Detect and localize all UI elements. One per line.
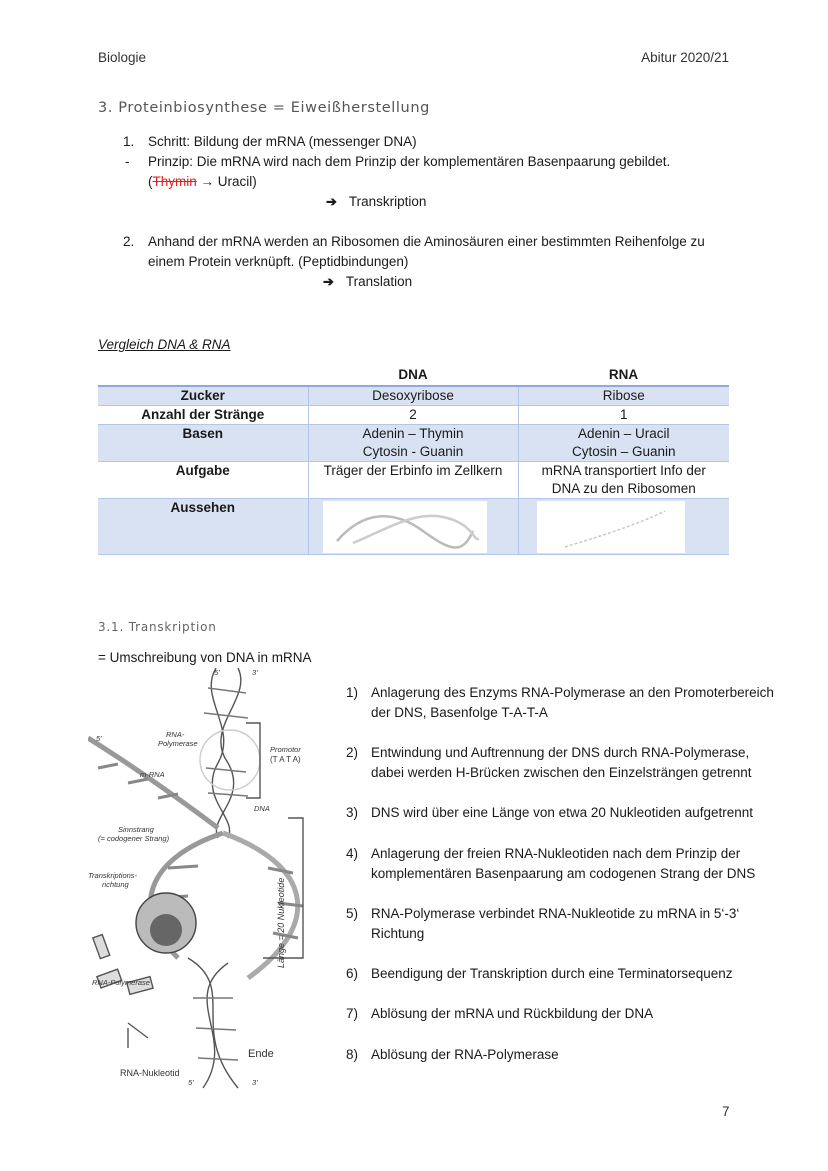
- table-row-aufgabe: [98, 462, 729, 499]
- dna-cell: Träger der Erbinfo im Zellkern: [308, 462, 518, 499]
- step-text-line: dabei werden H-Brücken zwischen den Einzelsträngen getrennt: [371, 765, 752, 780]
- diagram-label-sinnstrang: Sinnstrang: [118, 825, 154, 834]
- rna-base-pair-1: Adenin – Uracil: [577, 426, 670, 441]
- double-helix-image: [323, 501, 487, 553]
- step-text-line: Ablösung der RNA-Polymerase: [371, 1047, 559, 1062]
- diagram-label-ende: Ende: [248, 1048, 274, 1060]
- diagram-label-3prime-top: 3': [252, 668, 258, 677]
- step-number: 6): [346, 966, 359, 981]
- diagram-label-codogen: (= codogener Strang): [98, 834, 170, 843]
- table-row-basen: [98, 425, 729, 462]
- arrow-right-icon: ➔: [326, 194, 337, 209]
- diagram-label-rna-polymerase-bottom: RNA-Polymerase: [92, 978, 150, 987]
- diagram-label-rna-nukleotid: RNA-Nukleotid: [120, 1068, 180, 1078]
- step-text-line: Anlagerung der freien RNA-Nukleotiden nach dem Prinzip der: [371, 846, 741, 861]
- subsection-title: 3.1. Transkription: [98, 620, 217, 634]
- row-label: Aussehen: [98, 499, 308, 555]
- comparison-table: [98, 366, 729, 555]
- step-number: 5): [346, 906, 359, 921]
- header-subject: Biologie: [98, 50, 147, 65]
- step-text-line: Richtung: [371, 926, 425, 941]
- diagram-label-3prime-bottom: 3': [252, 1078, 258, 1087]
- arrow-right-icon: ➔: [323, 274, 334, 289]
- diagram-label-rna-polymerase-top: RNA-: [166, 730, 185, 739]
- step-text-line: Entwindung und Auftrennung der DNS durch RNA-Polymerase,: [371, 745, 750, 760]
- row-label: Basen: [98, 425, 308, 462]
- section-title: 3. Proteinbiosynthese = Eiweißherstellung: [98, 100, 430, 116]
- diagram-label-polymerase-top: Polymerase: [158, 739, 198, 748]
- transkription-definition: = Umschreibung von DNA in mRNA: [98, 650, 312, 665]
- row-label: Aufgabe: [98, 462, 308, 499]
- step-text-line: Anlagerung des Enzyms RNA-Polymerase an den Promoterbereich: [371, 685, 774, 700]
- rna-task-line-1: mRNA transportiert Info der: [541, 463, 706, 478]
- diagram-label-5prime-top: 5': [214, 668, 220, 677]
- dna-cell: [308, 425, 518, 462]
- step-number: 1): [346, 685, 359, 700]
- single-strand-image: [537, 501, 685, 553]
- principle-text: Prinzip: Die mRNA wird nach dem Prinzip der komplementären Basenpaarung gebildet.: [148, 154, 671, 169]
- diagram-label-dna: DNA: [254, 804, 270, 813]
- step-number: 8): [346, 1047, 359, 1062]
- step2-number: 2.: [123, 234, 135, 249]
- step2-line1: Anhand der mRNA werden an Ribosomen die Aminosäuren einer bestimmten Reihenfolge zu: [148, 234, 705, 249]
- table-row-straenge: [98, 406, 729, 425]
- diagram-label-5prime-bottom: 5': [188, 1078, 194, 1087]
- step-text-line: der DNS, Basenfolge T-A-T-A: [371, 705, 548, 720]
- page-number: 7: [722, 1104, 730, 1119]
- step-number: 4): [346, 846, 359, 861]
- rna-cell: 1: [518, 406, 729, 425]
- table-header-empty: [98, 366, 308, 386]
- dna-cell: Desoxyribose: [308, 386, 518, 406]
- step-text-line: RNA-Polymerase verbindet RNA-Nukleotide zu mRNA in 5‘-3‘: [371, 906, 740, 921]
- result-transkription-label: Transkription: [348, 194, 427, 209]
- rna-image-cell: [518, 499, 729, 555]
- step-number: 3): [346, 805, 359, 820]
- step2-line2: einem Protein verknüpft. (Peptidbindungen): [148, 254, 409, 269]
- table-row-zucker: [98, 386, 729, 406]
- step-text-line: Beendigung der Transkription durch eine Terminatorsequenz: [371, 966, 733, 981]
- table-row-aussehen: [98, 499, 729, 555]
- struck-thymin: Thymin: [152, 174, 197, 189]
- rna-task-line-2: DNA zu den Ribosomen: [551, 481, 696, 496]
- diagram-label-promotor: Promotor: [270, 745, 301, 754]
- rna-base-pair-2: Cytosin – Guanin: [571, 444, 676, 459]
- single-strand-sketch-icon: [537, 501, 685, 553]
- dna-base-pair-2: Cytosin - Guanin: [362, 444, 464, 459]
- table-header-dna: DNA: [308, 366, 518, 386]
- step-number: 7): [346, 1006, 359, 1021]
- diagram-label-richtung1: Transkriptions-: [88, 871, 138, 880]
- step1-number: 1.: [123, 134, 135, 149]
- open-paren: (: [148, 174, 153, 189]
- rna-cell: Ribose: [518, 386, 729, 406]
- comparison-title: Vergleich DNA & RNA: [98, 337, 231, 352]
- result-translation: [323, 274, 412, 290]
- row-label: Zucker: [98, 386, 308, 406]
- result-translation-label: Translation: [345, 274, 413, 289]
- dna-cell: 2: [308, 406, 518, 425]
- step1-text: Schritt: Bildung der mRNA (messenger DNA): [148, 134, 417, 149]
- principle-substitution: [148, 174, 257, 189]
- uracil-replacement: → Uracil): [200, 174, 257, 189]
- dna-base-pair-1: Adenin – Thymin: [362, 426, 464, 441]
- step-text-line: DNS wird über eine Länge von etwa 20 Nukleotiden aufgetrennt: [371, 805, 753, 820]
- table-header-rna: RNA: [518, 366, 729, 386]
- diagram-label-mrna: m-RNA: [140, 770, 165, 779]
- rna-cell: [518, 425, 729, 462]
- result-transkription: [326, 194, 426, 210]
- diagram-label-length: Länge = 20 Nukleotide: [276, 877, 286, 968]
- step-number: 2): [346, 745, 359, 760]
- header-course: Abitur 2020/21: [641, 50, 729, 65]
- diagram-label-5prime-left: 5': [96, 734, 102, 743]
- dna-image-cell: [308, 499, 518, 555]
- diagram-label-tata: (T A T A): [270, 755, 301, 764]
- rna-cell: [518, 462, 729, 499]
- principle-bullet: -: [125, 154, 130, 169]
- table-header-row: [98, 366, 729, 386]
- step-text-line: Ablösung der mRNA und Rückbildung der DNA: [371, 1006, 654, 1021]
- diagram-label-richtung2: richtung: [102, 880, 129, 889]
- transkription-diagram: [88, 668, 333, 1090]
- row-label: Anzahl der Stränge: [98, 406, 308, 425]
- step-text-line: komplementären Basenpaarung am codogenen Strang der DNS: [371, 866, 756, 881]
- double-helix-sketch-icon: [323, 501, 487, 553]
